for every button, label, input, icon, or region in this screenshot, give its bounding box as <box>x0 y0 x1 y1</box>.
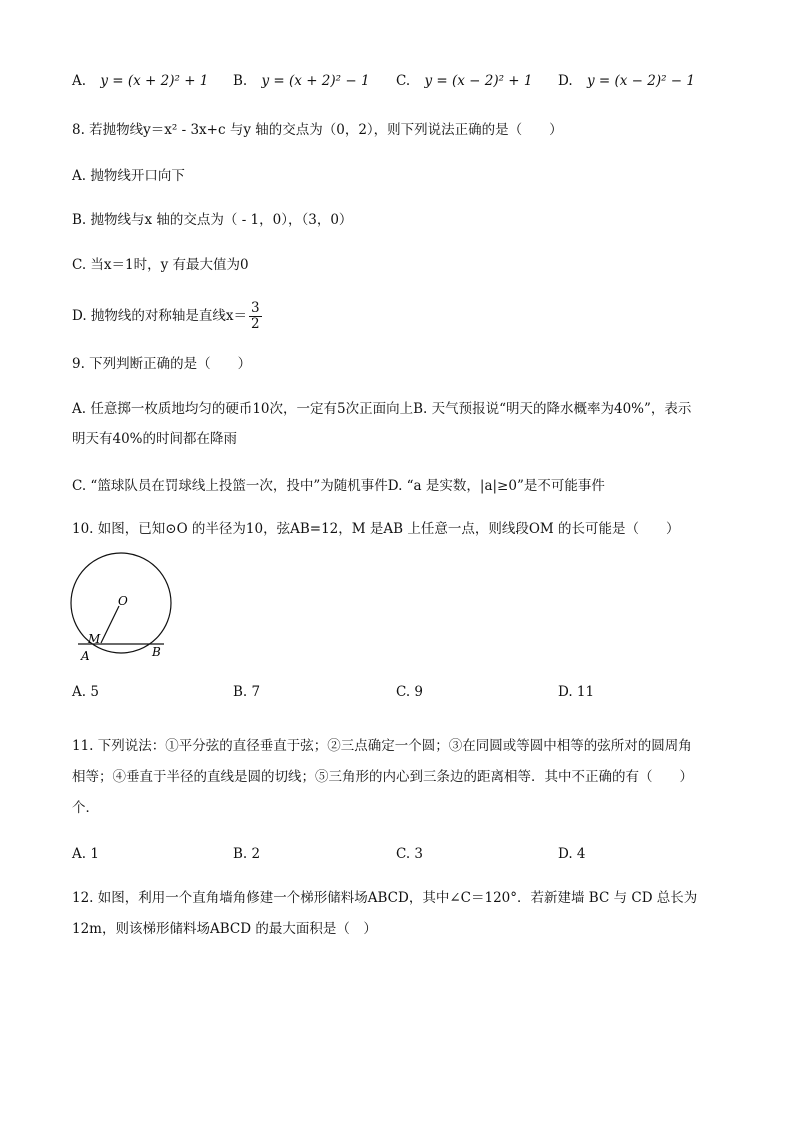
q10-option-a: A. 5 <box>72 684 99 700</box>
label-o: O <box>118 594 128 608</box>
q12-line-2: 12m，则该梯形储料场ABCD 的最大面积是（ ） <box>72 921 377 937</box>
q7-option-d-expr: y = (x − 2)² − 1 <box>586 73 695 89</box>
q7-option-b-letter: B. <box>233 73 248 89</box>
q10-stem: 10. 如图，已知⊙O 的半径为10，弦AB=12，M 是AB 上任意一点，则线段OM 的长可能是（ ） <box>72 521 680 537</box>
fraction-denominator: 2 <box>251 316 260 332</box>
q7-option-c <box>396 72 532 90</box>
label-a: A <box>81 649 90 663</box>
fraction <box>249 301 262 332</box>
q8-option-a: A. 抛物线开口向下 <box>72 168 185 184</box>
q7-option-b-expr: y = (x + 2)² − 1 <box>261 73 370 89</box>
segment-om <box>101 606 119 643</box>
q7-option-b <box>233 72 370 90</box>
q11-option-d: D. 4 <box>558 846 586 862</box>
q8-stem: 8. 若抛物线y＝x² - 3x+c 与y 轴的交点为（0，2），则下列说法正确的是（ ） <box>72 122 563 138</box>
q7-option-a <box>72 72 208 90</box>
q7-option-d-letter: D. <box>558 73 573 89</box>
q11-option-a: A. 1 <box>72 846 99 862</box>
label-b: B <box>152 645 161 659</box>
circle-diagram <box>62 552 187 664</box>
q8-option-c: C. 当x＝1时，y 有最大值为0 <box>72 257 249 273</box>
q10-option-c: C. 9 <box>396 684 424 700</box>
q9-stem: 9. 下列判断正确的是（ ） <box>72 356 252 372</box>
q7-option-c-expr: y = (x − 2)² + 1 <box>424 73 533 89</box>
label-m: M <box>88 632 101 646</box>
q9-line-2: 明天有40%的时间都在降雨 <box>72 431 238 447</box>
q10-option-b: B. 7 <box>233 684 261 700</box>
q9-line-3: C. “篮球队员在罚球线上投篮一次，投中”为随机事件D. “a 是实数，|a|≥0”是不可能事件 <box>72 478 605 494</box>
q9-line-1: A. 任意掷一枚质地均匀的硬币10次，一定有5次正面向上B. 天气预报说“明天的降水概率为40%”，表示 <box>72 401 692 417</box>
q11-option-c: C. 3 <box>396 846 424 862</box>
q11-line-1: 11. 下列说法：①平分弦的直径垂直于弦；②三点确定一个圆；③在同圆或等圆中相等的弦所对的圆周角 <box>72 738 692 754</box>
q10-option-d: D. 11 <box>558 684 595 700</box>
q12-line-1: 12. 如图，利用一个直角墙角修建一个梯形储料场ABCD，其中∠C＝120°．若新建墙 BC 与 CD 总长为 <box>72 890 698 906</box>
q11-line-3: 个． <box>72 800 99 816</box>
q11-option-b: B. 2 <box>233 846 261 862</box>
q8-option-b: B. 抛物线与x 轴的交点为（ - 1，0），（3，0） <box>72 212 353 228</box>
q7-option-a-letter: A. <box>72 73 87 89</box>
q7-option-a-expr: y = (x + 2)² + 1 <box>100 73 209 89</box>
fraction-numerator: 3 <box>251 300 260 316</box>
q11-line-2: 相等；④垂直于半径的直线是圆的切线；⑤三角形的内心到三条边的距离相等．其中不正确的有（ ） <box>72 769 693 785</box>
q7-option-d <box>558 72 695 90</box>
q8-option-d-text: D. 抛物线的对称轴是直线x＝ <box>72 308 248 324</box>
q8-option-d <box>72 296 262 336</box>
q7-option-c-letter: C. <box>396 73 411 89</box>
